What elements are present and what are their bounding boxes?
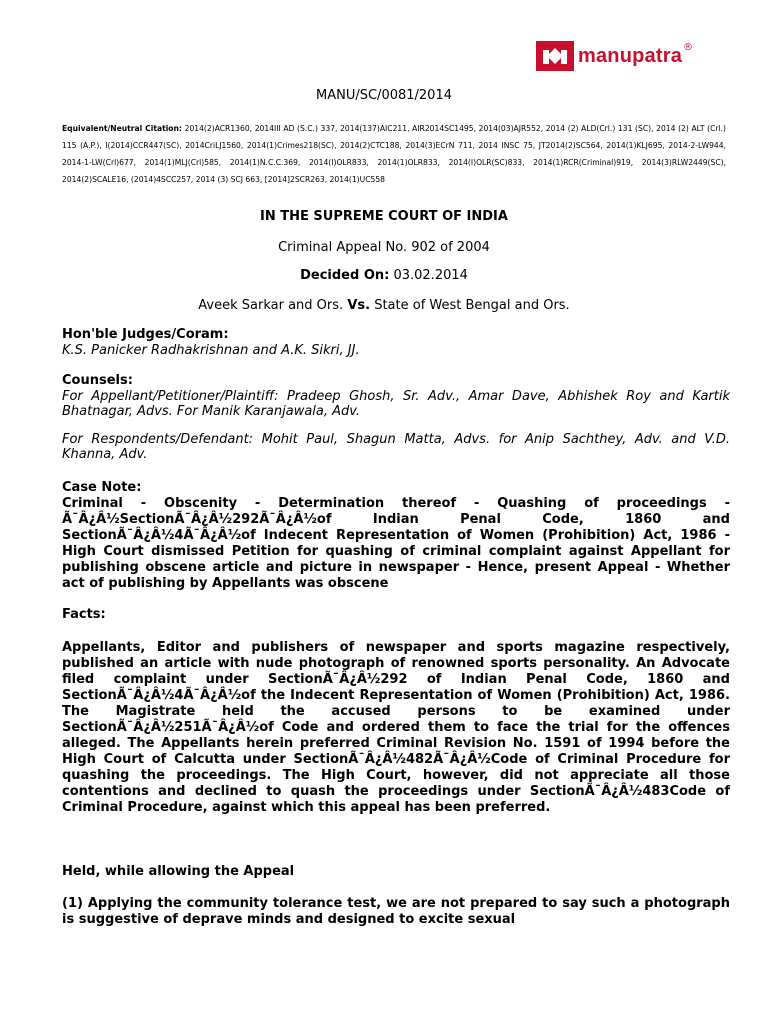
decided-label: Decided On: <box>300 268 390 283</box>
logo-brand-text: manupatra <box>578 44 683 67</box>
respondent-name: State of West Bengal and Ors. <box>374 298 570 313</box>
case-parties <box>0 298 768 313</box>
document-id: MANU/SC/0081/2014 <box>316 88 452 103</box>
counsel-appellant: For Appellant/Petitioner/Plaintiff: Pradeep Ghosh, Sr. Adv., Amar Dave, Abhishek Roy and Kartik Bhatnagar, Advs. For Manik Karanjawala, Adv. <box>62 388 730 419</box>
decided-on <box>0 268 768 283</box>
appellant-name: Aveek Sarkar and Ors. <box>198 298 344 313</box>
facts-text: Appellants, Editor and publishers of newspaper and sports magazine respectively, published an article with nude photograph of renowned sports personality. An Advocate filed complaint under SectionÃ¯Â¿Â½292 of Indian Penal Code, 1860 and SectionÃ¯Â¿Â½4Ã¯Â¿Â½of the Indecent Representation of Women (Prohibition) Act, 1986. The Magistrate held the accused persons to be examined under SectionÃ¯Â¿Â½251Ã¯Â¿Â½of Code and ordered them to face the trial for the offences alleged. The Appellants herein preferred Criminal Revision No. 1591 of 1994 before the High Court of Calcutta under SectionÃ¯Â¿Â½482Ã¯Â¿Â½Code of Criminal Procedure for quashing the proceedings. The High Court, however, did not appreciate all those contentions and declined to quash the proceedings under SectionÃ¯Â¿Â½483Code of Criminal Procedure, against which this appeal has been preferred. <box>62 639 730 815</box>
counsels-section <box>62 373 730 463</box>
held-heading: Held, while allowing the Appeal <box>62 864 295 879</box>
appeal-number: Criminal Appeal No. 902 of 2004 <box>278 240 490 255</box>
case-note-text: Criminal - Obscenity - Determination thereof - Quashing of proceedings - Ã¯Â¿Â½SectionÃ¯Â¿Â½292Ã¯Â¿Â½of Indian Penal Code, 1860 and SectionÃ¯Â¿Â½4Ã¯Â¿Â½of Indecent Representation of Women (Prohibition) Act, 1986 - High Court dismissed Petition for quashing of criminal complaint against Appellant for publishing obscene article and picture in newspaper - Hence, present Appeal - Whether act of publishing by Appellants was obscene <box>62 495 730 591</box>
equivalent-citation <box>62 120 726 188</box>
citation-label: Equivalent/Neutral Citation: <box>62 124 182 133</box>
counsels-heading: Counsels: <box>62 373 133 388</box>
decided-date: 03.02.2014 <box>393 268 468 283</box>
facts-heading: Facts: <box>62 607 106 622</box>
case-note-section <box>62 480 730 592</box>
facts-section <box>62 607 730 816</box>
registered-mark: ® <box>683 41 694 53</box>
held-point-1: (1) Applying the community tolerance test, we are not prepared to say such a photograph is suggestive of deprave minds and designed to excite sexual <box>62 895 730 927</box>
citation-text: 2014(2)ACR1360, 2014III AD (S.C.) 337, 2014(137)AIC211, AIR2014SC1495, 2014(03)AJR552, 2014 (2) ALD(Crl.) 131 (SC), 2014 (2) ALT (Crl.) 115 (A.P.), I(2014)CCR447(SC), 2014CriLJ1560, 2014(1)Crimes218(SC), 2014(2)CTC188, 2014(3)ECrN 711, 2014 INSC 75, JT2014(2)SC564, 2014(1)KLJ695, 2014-2-LW944, 2014-1-LW(Crl)677, 2014(1)MLJ(Crl)585, 2014(1)N.C.C.369, 2014(I)OLR833, 2014(1)OLR833, 2014(I)OLR(SC)833, 2014(1)RCR(Criminal)919, 2014(3)RLW2449(SC), 2014(2)SCALE16, (2014)4SCC257, 2014 (3) SCJ 663, [2014]2SCR263, 2014(1)UC558 <box>62 124 726 184</box>
manupatra-logo-icon <box>536 41 574 71</box>
held-section <box>62 864 730 928</box>
judges-names: K.S. Panicker Radhakrishnan and A.K. Sikri, JJ. <box>62 342 360 358</box>
court-name: IN THE SUPREME COURT OF INDIA <box>260 209 508 224</box>
manupatra-logo <box>536 38 726 74</box>
case-note-heading: Case Note: <box>62 480 142 495</box>
versus-label: Vs. <box>347 298 371 313</box>
judges-section <box>62 327 730 358</box>
judges-heading: Hon'ble Judges/Coram: <box>62 327 229 342</box>
counsel-respondent: For Respondents/Defendant: Mohit Paul, Shagun Matta, Advs. for Anip Sachthey, Adv. and V.D. Khanna, Adv. <box>62 431 730 462</box>
